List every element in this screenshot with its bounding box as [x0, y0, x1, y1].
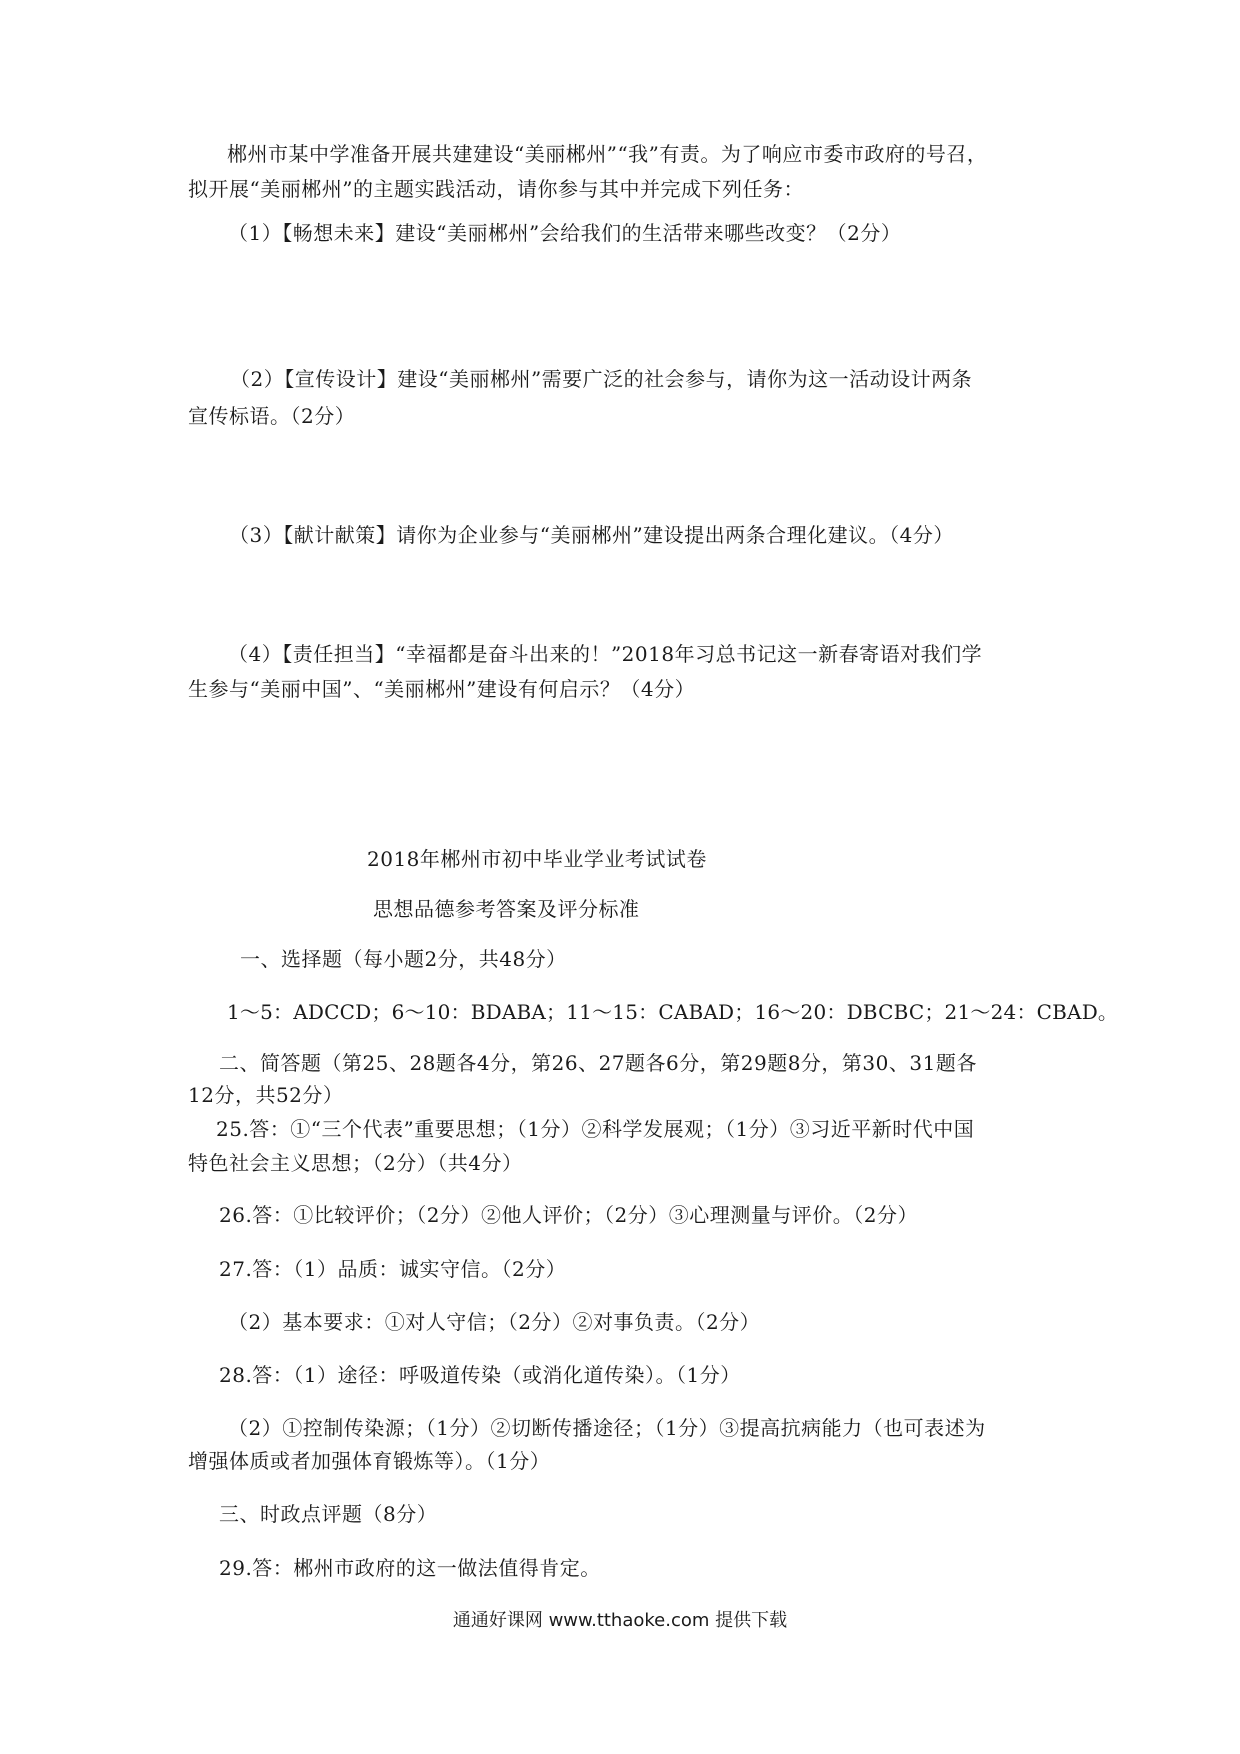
section1-answers: 1～5：ADCCD；6～10：BDABA；11～15：CABAD；16～20：DBCBC；21～24：CBAD。	[227, 1000, 1119, 1024]
task-2-line-1: （2）【宣传设计】建设“美丽郴州”需要广泛的社会参与，请你为这一活动设计两条	[230, 367, 973, 391]
task-3: （3）【献计献策】请你为企业参与“美丽郴州”建设提出两条合理化建议。（4分）	[229, 523, 954, 547]
task-2-line-2: 宣传标语。（2分）	[188, 404, 356, 428]
task-1: （1）【畅想未来】建设“美丽郴州”会给我们的生活带来哪些改变？（2分）	[228, 221, 902, 245]
intro-line-1: 郴州市某中学准备开展共建建设“美丽郴州”“我”有责。为了响应市委市政府的号召，	[227, 142, 988, 166]
section1-heading: 一、选择题（每小题2分，共48分）	[240, 947, 567, 971]
section3-heading: 三、时政点评题（8分）	[219, 1502, 438, 1526]
task-4-line-2: 生参与“美丽中国”、“美丽郴州”建设有何启示？（4分）	[188, 677, 696, 701]
footer-watermark: 通通好课网 www.tthaoke.com 提供下载	[452, 1610, 788, 1631]
answers-subtitle: 思想品德参考答案及评分标准	[373, 897, 640, 921]
q25-line-2: 特色社会主义思想；（2分）（共4分）	[188, 1151, 523, 1175]
q28-part-1: 28.答：（1）途径：呼吸道传染（或消化道传染）。（1分）	[219, 1363, 741, 1387]
q27-part-1: 27.答：（1）品质：诚实守信。（2分）	[219, 1257, 567, 1281]
intro-line-2: 拟开展“美丽郴州”的主题实践活动，请你参与其中并完成下列任务：	[188, 177, 804, 201]
q25-line-1: 25.答：①“三个代表”重要思想；（1分）②科学发展观；（1分）③习近平新时代中国	[216, 1117, 975, 1141]
q27-part-2: （2）基本要求：①对人守信；（2分）②对事负责。（2分）	[228, 1310, 761, 1334]
q29: 29.答：郴州市政府的这一做法值得肯定。	[219, 1556, 601, 1580]
q26: 26.答：①比较评价；（2分）②他人评价；（2分）③心理测量与评价。（2分）	[219, 1203, 918, 1227]
answers-title: 2018年郴州市初中毕业学业考试试卷	[367, 847, 707, 871]
task-4-line-1: （4）【责任担当】“幸福都是奋斗出来的！”2018年习总书记这一新春寄语对我们学	[228, 642, 983, 666]
section2-heading-line-2: 12分，共52分）	[188, 1083, 344, 1107]
section2-heading-line-1: 二、简答题（第25、28题各4分，第26、27题各6分，第29题8分，第30、31题各	[219, 1051, 977, 1075]
q28-part-2-line-2: 增强体质或者加强体育锻炼等）。（1分）	[188, 1449, 551, 1473]
q28-part-2-line-1: （2）①控制传染源；（1分）②切断传播途径；（1分）③提高抗病能力（也可表述为	[228, 1416, 986, 1440]
